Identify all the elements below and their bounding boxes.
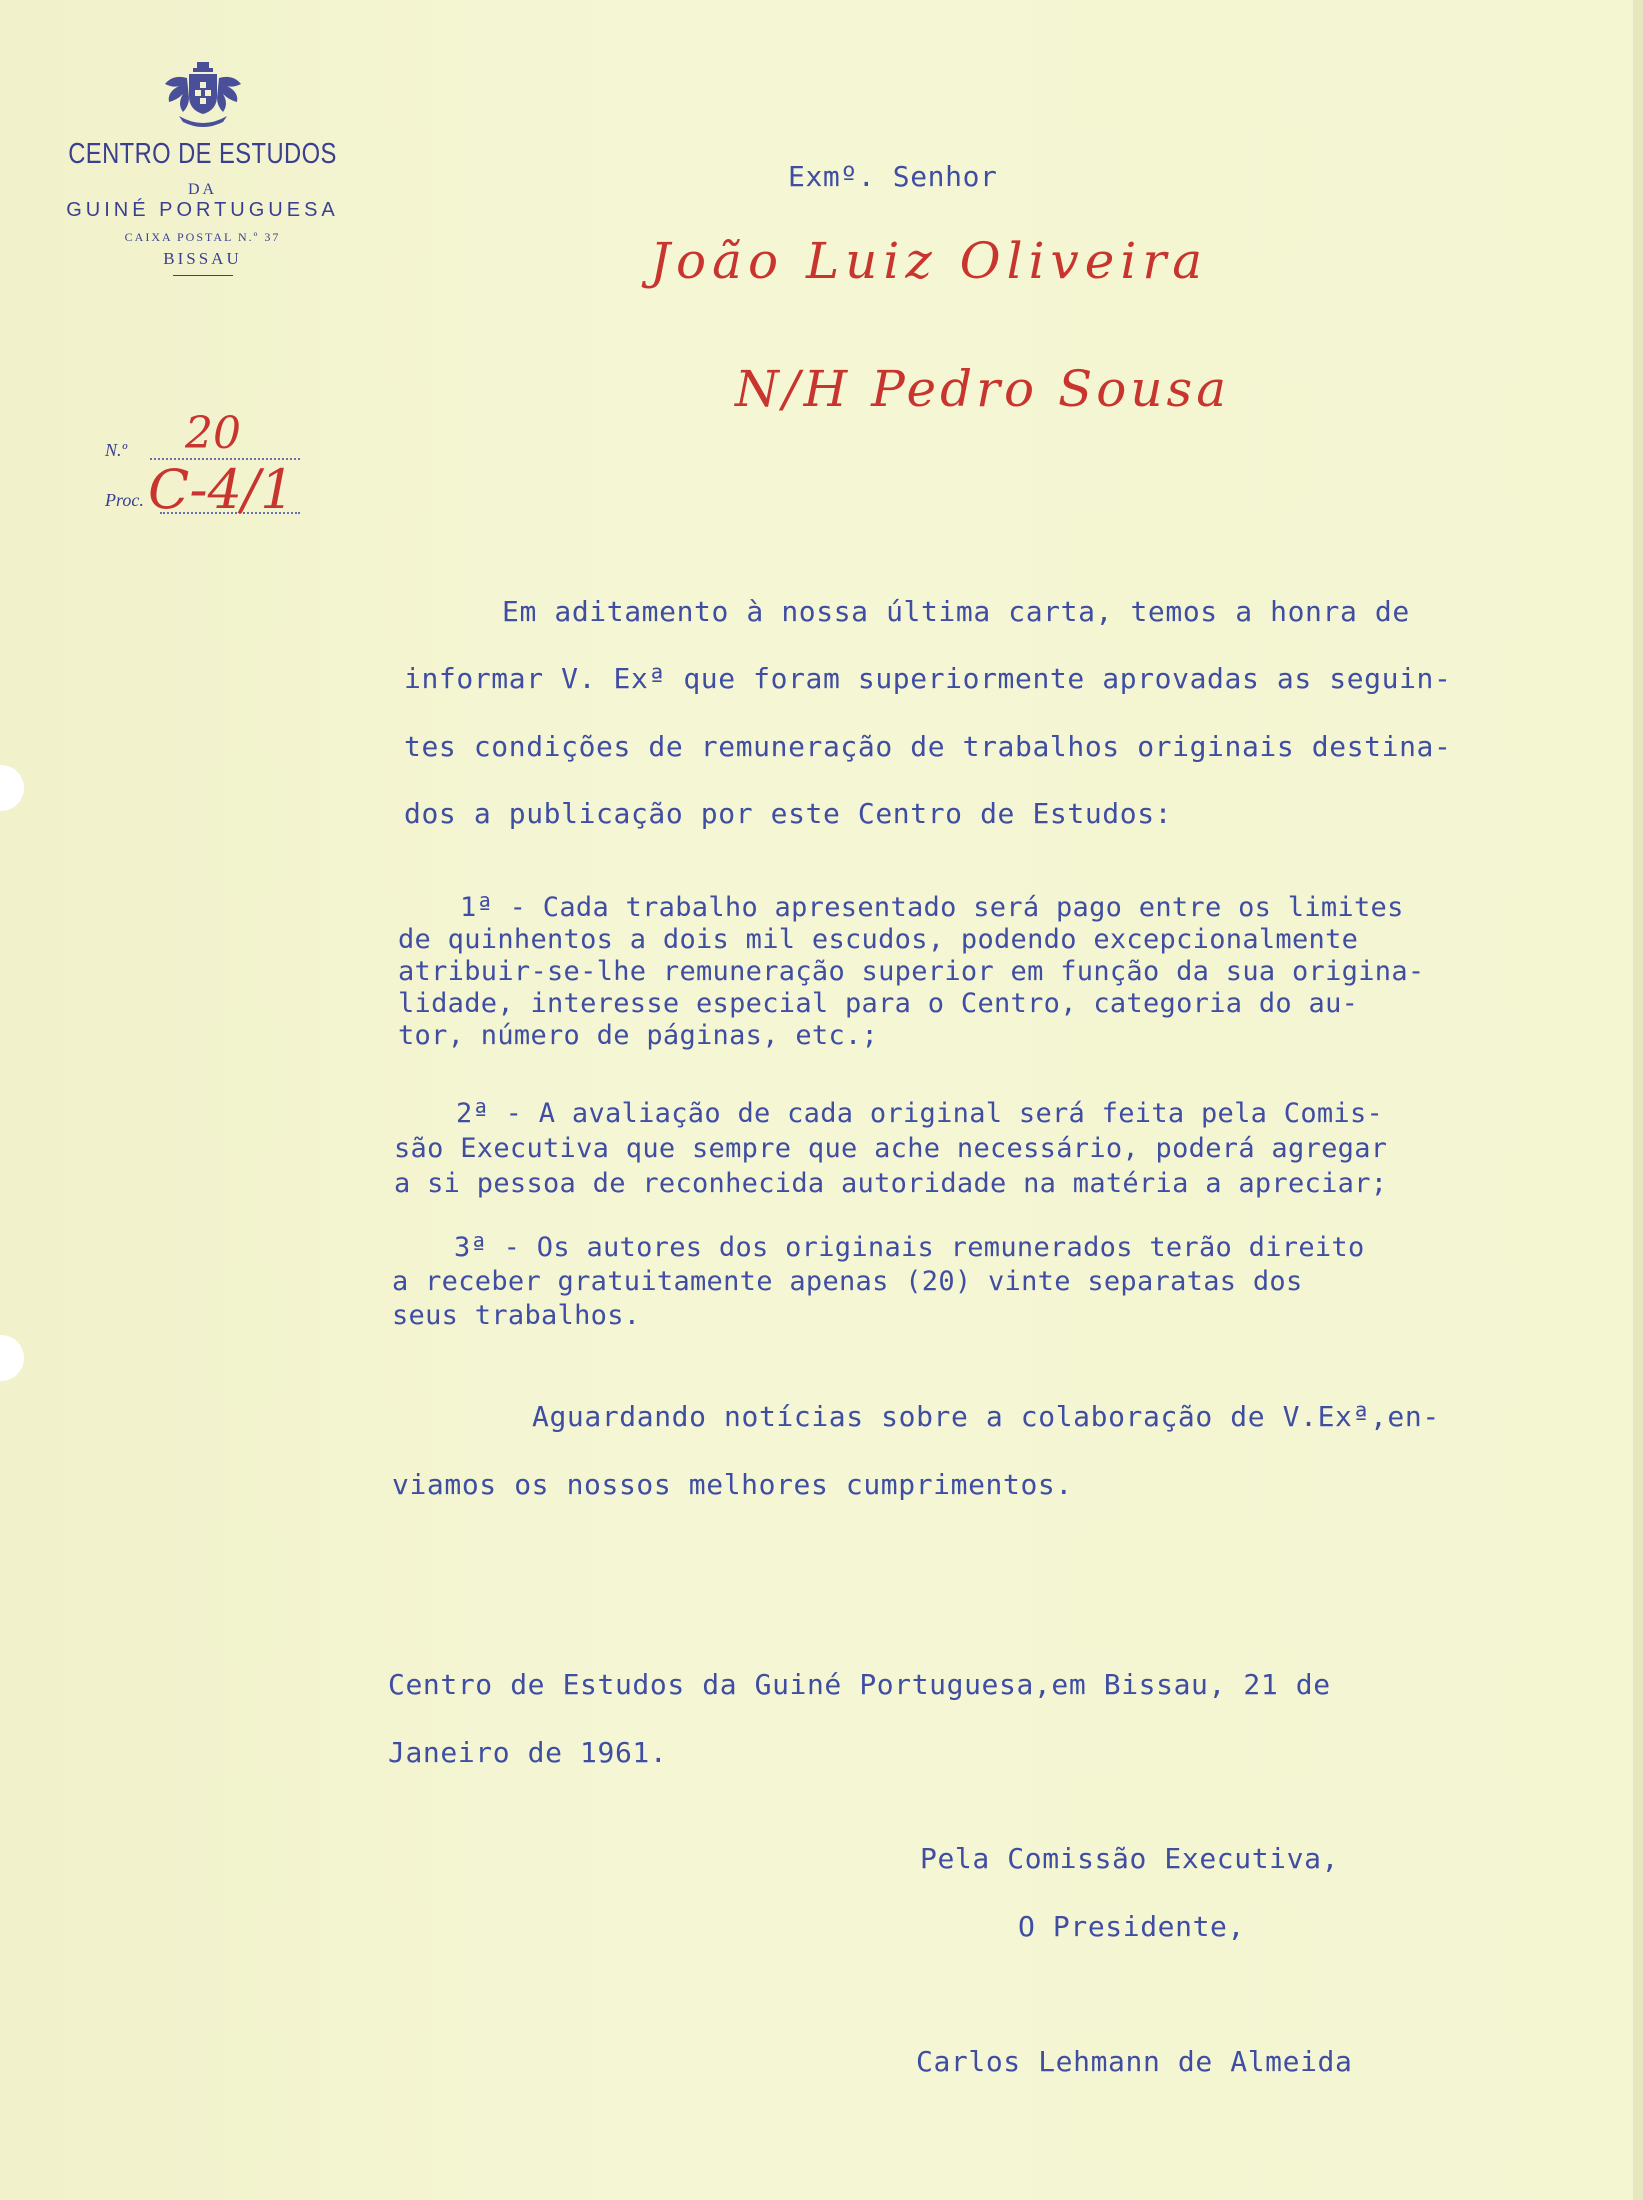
dateline-line-1: Centro de Estudos da Guiné Portuguesa,em Bissau, 21 de <box>388 1668 1331 1701</box>
signature-title: O Presidente, <box>1018 1910 1245 1943</box>
signature-commission: Pela Comissão Executiva, <box>920 1842 1339 1875</box>
item2-line-2: são Executiva que sempre que ache necessário, poderá agregar <box>394 1133 1388 1164</box>
proc-label: Proc. <box>105 490 144 510</box>
dateline-line-2: Janeiro de 1961. <box>388 1736 668 1769</box>
letterhead-title: CENTRO DE ESTUDOS <box>68 138 337 170</box>
item2-line-3: a si pessoa de reconhecida autoridade na matéria a apreciar; <box>394 1168 1388 1199</box>
letterhead-postal-box: CAIXA POSTAL N.º 37 <box>124 230 281 244</box>
item1-line-3: atribuir-se-lhe remuneração superior em função da sua origina- <box>398 956 1425 987</box>
item1-line-1: 1ª - Cada trabalho apresentado será pago entre os limites <box>460 892 1404 923</box>
item3-line-3: seus trabalhos. <box>392 1300 641 1331</box>
intro-line-2: informar V. Exª que foram superiormente aprovadas as seguin- <box>404 662 1452 695</box>
paper-edge <box>1633 0 1643 2200</box>
intro-line-4: dos a publicação por este Centro de Estudos: <box>404 797 1173 830</box>
letterhead-da: DA <box>187 181 218 198</box>
item1-line-5: tor, número de páginas, etc.; <box>398 1020 879 1051</box>
closing-line-1: Aguardando notícias sobre a colaboração de V.Exª,en- <box>532 1400 1440 1433</box>
letterhead-subtitle: GUINÉ PORTUGUESA <box>66 199 339 221</box>
note-handwritten: N/H Pedro Sousa <box>735 360 1231 418</box>
coat-of-arms-icon <box>157 60 249 132</box>
item3-line-1: 3ª - Os autores dos originais remunerados terão direito <box>454 1232 1365 1263</box>
item1-line-4: lidade, interesse especial para o Centro, categoria do au- <box>398 988 1359 1019</box>
intro-line-3: tes condições de remuneração de trabalhos originais destina- <box>404 730 1452 763</box>
number-handwritten: 20 <box>185 408 241 459</box>
proc-handwritten: C-4/1 <box>148 458 295 521</box>
letterhead <box>30 60 375 276</box>
item2-line-1: 2ª - A avaliação de cada original será feita pela Comis- <box>456 1098 1384 1129</box>
intro-line-1: Em aditamento à nossa última carta, temos a honra de <box>502 595 1410 628</box>
recipient-name-handwritten: João Luiz Oliveira <box>650 232 1209 290</box>
salutation: Exmº. Senhor <box>788 160 998 193</box>
number-label: N.º <box>105 440 128 460</box>
letterhead-rule <box>173 275 233 276</box>
signatory-name: Carlos Lehmann de Almeida <box>916 2045 1353 2078</box>
item1-line-2: de quinhentos a dois mil escudos, podendo excepcionalmente <box>398 924 1359 955</box>
closing-line-2: viamos os nossos melhores cumprimentos. <box>392 1468 1073 1501</box>
item3-line-2: a receber gratuitamente apenas (20) vinte separatas dos <box>392 1266 1303 1297</box>
letterhead-city: BISSAU <box>163 249 242 268</box>
